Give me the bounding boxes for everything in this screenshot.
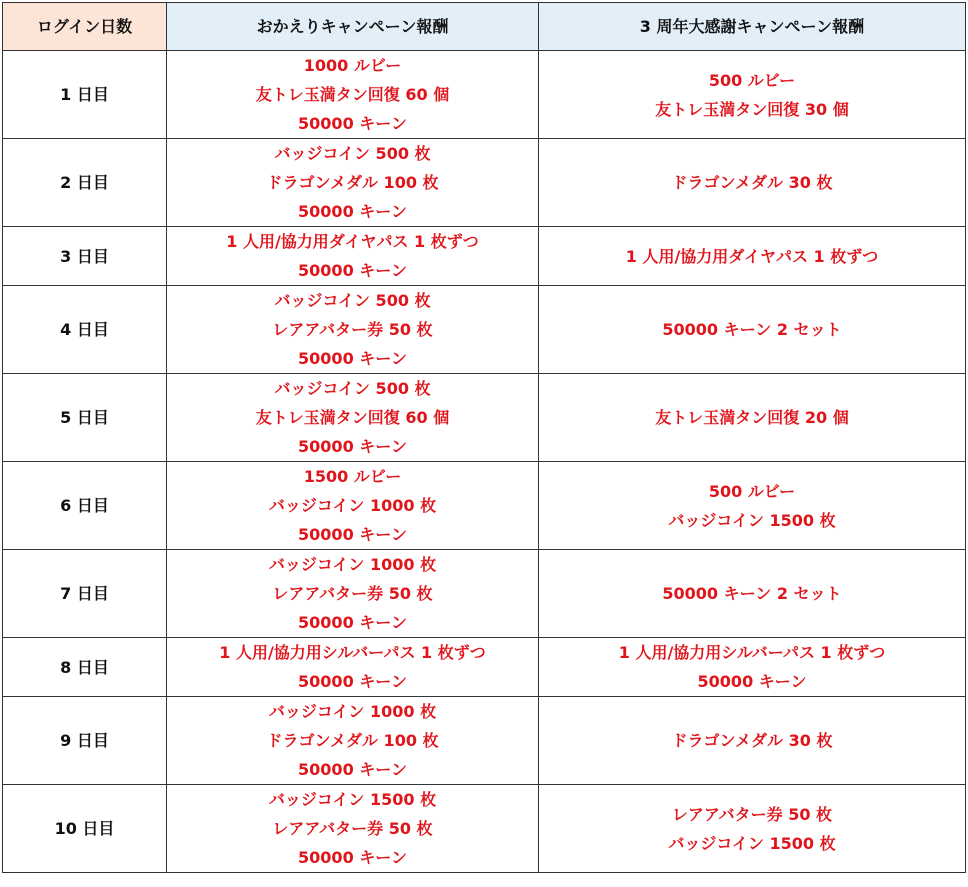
reward-item: ドラゴンメダル 100 枚 [266,731,439,750]
reward-item: 1500 ルビー [303,467,402,486]
login-day-cell: 9 日目 [3,697,167,785]
anniversary-reward-cell [539,286,966,374]
reward-item: バッジコイン 500 枚 [274,379,431,398]
reward-item: 1 人用/協力用ダイヤパス 1 枚ずつ [226,232,479,251]
welcome-back-reward-cell [167,697,539,785]
reward-item: 50000 キーン [298,760,407,779]
login-day-cell: 5 日目 [3,374,167,462]
reward-item: ドラゴンメダル 100 枚 [266,173,439,192]
reward-item: レアアバター券 50 枚 [272,819,433,838]
reward-item: バッジコイン 1500 枚 [268,790,437,809]
reward-item: 50000 キーン 2 セット [662,584,842,603]
reward-item: バッジコイン 1500 枚 [668,510,836,530]
header-anniversary-rewards: 3 周年大感謝キャンペーン報酬 [539,3,966,51]
reward-item: 1 人用/協力用シルバーパス 1 枚ずつ [618,643,886,662]
table-row [3,638,966,697]
welcome-back-reward-cell [167,139,539,227]
anniversary-reward-cell [539,462,966,550]
login-rewards-table [2,2,966,873]
reward-item: バッジコイン 500 枚 [274,144,431,163]
welcome-back-reward-cell [167,550,539,638]
reward-item: レアアバター券 50 枚 [272,320,433,339]
reward-item: 50000 キーン [298,261,407,280]
table-row [3,227,966,286]
reward-item: 1 人用/協力用シルバーパス 1 枚ずつ [219,643,486,662]
welcome-back-reward-cell [167,462,539,550]
reward-item: バッジコイン 1000 枚 [268,555,437,574]
table-row [3,697,966,785]
reward-item: 友トレ玉満タン回復 60 個 [255,85,450,104]
table-row [3,550,966,638]
reward-item: レアアバター券 50 枚 [272,584,433,603]
login-day-cell: 4 日目 [3,286,167,374]
table-row [3,374,966,462]
welcome-back-reward-cell [167,286,539,374]
reward-item: 500 ルビー [708,481,796,501]
reward-item: 50000 キーン 2 セット [662,320,842,339]
login-day-cell: 6 日目 [3,462,167,550]
anniversary-reward-cell [539,139,966,227]
reward-item: 50000 キーン [298,202,407,221]
table-row [3,51,966,139]
anniversary-reward-cell [539,638,966,697]
anniversary-reward-cell [539,550,966,638]
anniversary-reward-cell [539,785,966,873]
welcome-back-reward-cell [167,785,539,873]
reward-item: 50000 キーン [298,437,407,456]
table-row [3,462,966,550]
login-day-cell: 2 日目 [3,139,167,227]
reward-item: バッジコイン 1000 枚 [268,496,437,515]
reward-item: 50000 キーン [298,525,407,544]
reward-item: 50000 キーン [697,672,807,691]
reward-item: 友トレ玉満タン回復 60 個 [255,408,450,427]
login-day-cell: 10 日目 [3,785,167,873]
reward-item: 50000 キーン [298,349,407,368]
anniversary-reward-cell [539,697,966,785]
reward-item: レアアバター券 50 枚 [671,804,833,824]
login-day-cell: 8 日目 [3,638,167,697]
table-row [3,286,966,374]
reward-item: 友トレ玉満タン回復 20 個 [655,408,849,427]
table-header-row [3,3,966,51]
header-login-days: ログイン日数 [3,3,167,51]
welcome-back-reward-cell [167,227,539,286]
reward-item: バッジコイン 500 枚 [274,291,431,310]
reward-item: 1 人用/協力用ダイヤパス 1 枚ずつ [625,246,879,266]
reward-item: 1000 ルビー [303,56,402,75]
anniversary-reward-cell [539,51,966,139]
login-day-cell: 7 日目 [3,550,167,638]
reward-item: 50000 キーン [298,848,407,867]
welcome-back-reward-cell [167,638,539,697]
reward-item: 500 ルビー [708,70,796,90]
anniversary-reward-cell [539,227,966,286]
reward-item: 友トレ玉満タン回復 30 個 [655,99,849,119]
anniversary-reward-cell [539,374,966,462]
header-welcome-back-rewards: おかえりキャンペーン報酬 [167,3,539,51]
login-day-cell: 1 日目 [3,51,167,139]
reward-item: ドラゴンメダル 30 枚 [671,731,833,750]
table-body [3,51,966,873]
reward-item: 50000 キーン [298,613,407,632]
table-row [3,139,966,227]
login-day-cell: 3 日目 [3,227,167,286]
welcome-back-reward-cell [167,51,539,139]
reward-item: バッジコイン 1500 枚 [668,833,836,853]
table-row [3,785,966,873]
reward-item: 50000 キーン [298,672,407,691]
welcome-back-reward-cell [167,374,539,462]
reward-item: 50000 キーン [298,114,407,133]
reward-item: ドラゴンメダル 30 枚 [671,173,833,192]
reward-item: バッジコイン 1000 枚 [268,702,437,721]
